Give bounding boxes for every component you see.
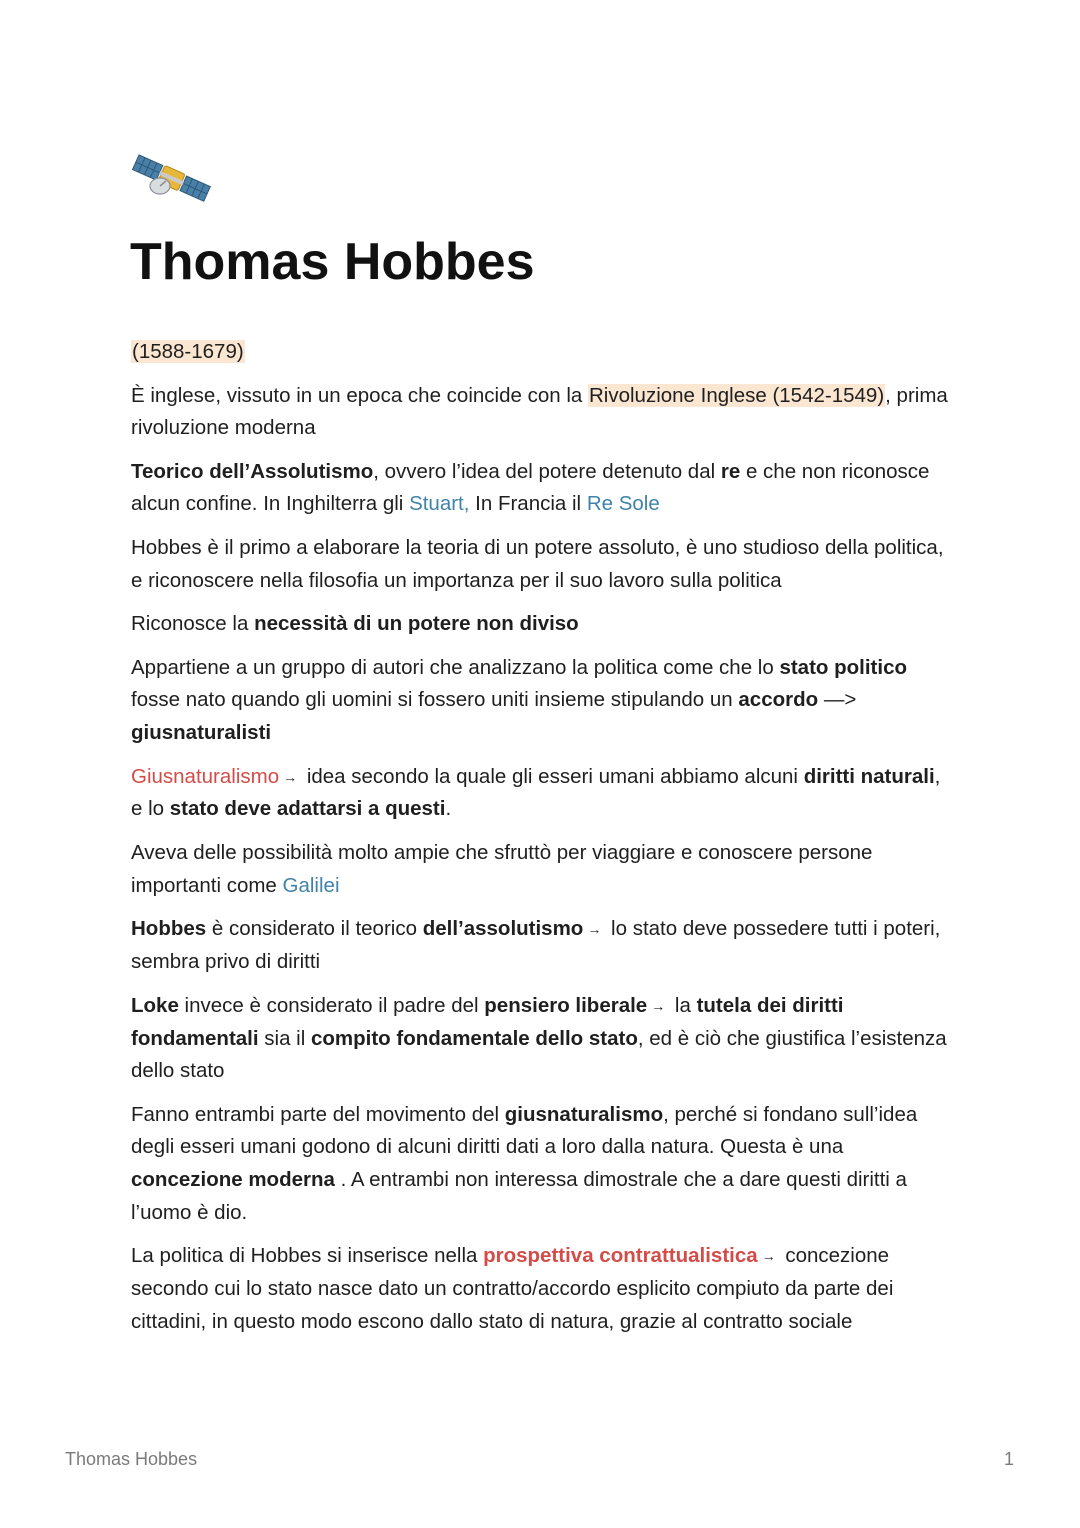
paragraph-hobbes <box>131 913 951 978</box>
bold-text: stato politico <box>779 655 908 679</box>
text: , e lo <box>131 764 941 821</box>
footer-title: Thomas Hobbes <box>65 1449 198 1469</box>
bold-text: concezione moderna <box>131 1167 335 1191</box>
text: , ed è ciò che giustifica l’esistenza dello stato <box>131 1026 947 1083</box>
paragraph-loke <box>131 990 951 1088</box>
text: è considerato il teorico <box>206 917 423 941</box>
bold-text: re <box>720 459 741 483</box>
bold-text: tutela dei diritti fondamentali <box>131 993 844 1050</box>
bold-text: necessità di un potere non diviso <box>254 612 579 636</box>
bold-text: dell’assolutismo <box>422 917 584 941</box>
arrow-icon: → <box>761 1248 776 1265</box>
text: Hobbes è il primo a elaborare la teoria di un potere assoluto, è uno studioso della politica, e riconoscere nella filosofia un importanza per il suo lavoro sulla politica <box>131 535 944 592</box>
bold-text: Hobbes <box>131 917 207 941</box>
text: È inglese, vissuto in un epoca che coincide con la <box>131 383 588 407</box>
red-bold-term: prospettiva contrattualistica <box>483 1244 758 1268</box>
paragraph-intro <box>131 380 951 445</box>
document-body <box>131 336 951 1349</box>
page-title: Thomas Hobbes <box>130 233 535 291</box>
bold-text: giusnaturalisti <box>131 720 272 744</box>
link-re-sole[interactable]: Re Sole <box>586 492 660 516</box>
paragraph-movimento <box>131 1099 951 1229</box>
paragraph-viaggi <box>131 837 951 902</box>
red-term: Giusnaturalismo <box>131 764 280 788</box>
highlight-dates: (1588-1679) <box>132 340 244 363</box>
text: concezione secondo cui lo stato nasce dato un contratto/accordo esplicito compiuto da parte dei cittadini, in questo modo escono dallo stato di natura, grazie al contratto sociale <box>131 1244 894 1333</box>
text: e che non riconosce alcun confine. In Inghilterra gli <box>131 459 930 516</box>
paragraph-teoria <box>131 532 951 597</box>
text: , perché si fondano sull’idea degli esseri umani godono di alcuni diritti dati a loro dalla natura. Questa è una <box>131 1102 918 1159</box>
text: In Francia il <box>469 492 587 516</box>
bold-text: pensiero liberale <box>484 993 648 1017</box>
text: Riconosce la <box>131 612 255 636</box>
text: . <box>445 797 452 821</box>
satellite-icon <box>130 150 212 208</box>
paragraph-dates <box>131 336 951 369</box>
text: Fanno entrambi parte del movimento del <box>131 1102 505 1126</box>
paragraph-giusnaturalisti <box>131 652 951 750</box>
bold-text: Teorico dell’Assolutismo <box>131 459 374 483</box>
link-stuart[interactable]: Stuart, <box>409 492 470 516</box>
text: —> <box>818 688 857 712</box>
bold-text: compito fondamentale dello stato <box>310 1026 638 1050</box>
text: La politica di Hobbes si inserisce nella <box>131 1244 484 1268</box>
text: lo stato deve possedere tutti i poteri, sembra privo di diritti <box>131 917 941 974</box>
bold-text: giusnaturalismo <box>504 1102 664 1126</box>
paragraph-assolutismo <box>131 456 951 521</box>
bold-text: Loke <box>131 993 179 1017</box>
text: , prima rivoluzione moderna <box>131 383 948 440</box>
link-galilei[interactable]: Galilei <box>282 873 340 897</box>
paragraph-contrattualistica <box>131 1240 951 1338</box>
text: Aveva delle possibilità molto ampie che sfruttò per viaggiare e conoscere persone importanti come <box>131 841 873 897</box>
paragraph-giusnaturalismo <box>131 761 951 826</box>
text: , ovvero l’idea del potere detenuto dal <box>373 459 721 483</box>
arrow-icon: → <box>283 768 298 785</box>
arrow-icon: → <box>587 921 602 938</box>
text: sia il <box>258 1026 311 1050</box>
text: Appartiene a un gruppo di autori che analizzano la politica come che lo <box>131 655 780 679</box>
text: . A entrambi non interessa dimostrale che a dare questi diritti a l’uomo è dio. <box>131 1167 907 1224</box>
page-number: 1 <box>1003 1449 1014 1469</box>
bold-text: stato deve adattarsi a questi <box>169 797 446 821</box>
arrow-icon: → <box>651 997 666 1014</box>
text: invece è considerato il padre del <box>178 993 485 1017</box>
highlight-rivoluzione: Rivoluzione Inglese (1542-1549) <box>588 383 885 407</box>
paragraph-potere <box>131 608 951 641</box>
bold-text: accordo <box>738 688 819 712</box>
text: fosse nato quando gli uomini si fossero uniti insieme stipulando un <box>131 688 739 712</box>
text: idea secondo la quale gli esseri umani abbiamo alcuni <box>301 764 804 788</box>
text: la <box>669 993 697 1017</box>
bold-text: diritti naturali <box>803 764 935 788</box>
